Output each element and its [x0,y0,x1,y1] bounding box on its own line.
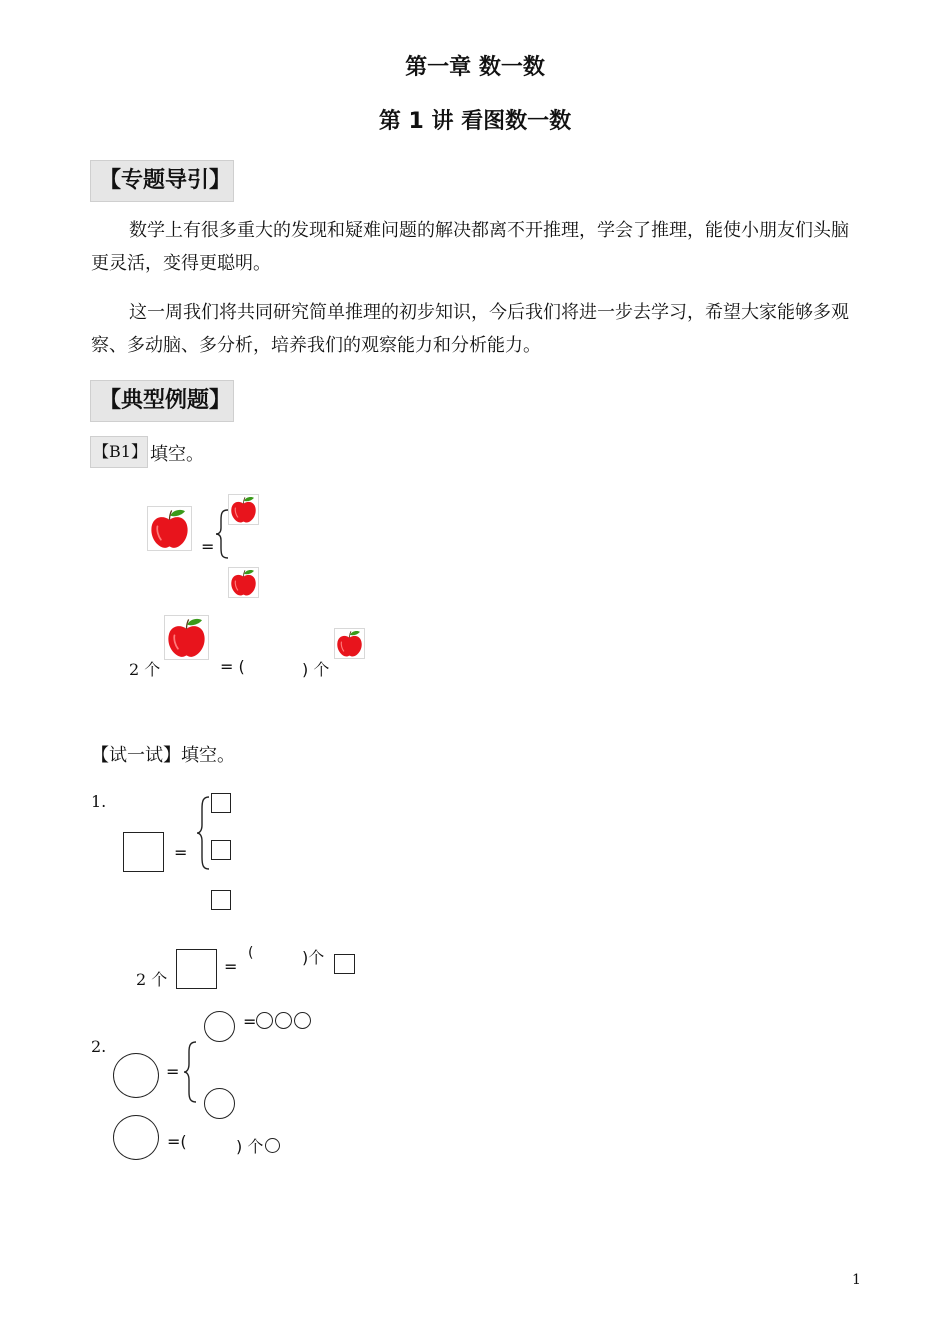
question-number: 1. [91,792,107,811]
try-it-heading: 【试一试】填空。 [91,745,235,766]
question-number: 2. [91,1037,107,1056]
equals-sign: = [201,537,215,556]
lesson-title: 第 1 讲 看图数一数 [378,109,572,134]
equals-sign: = [224,957,238,976]
example-instruction: 填空。 [150,444,204,465]
equals-paren-open: = ( [220,657,245,676]
square-shape [123,832,164,872]
paren-open: ( [248,945,254,961]
intro-heading: 【专题导引】 [90,160,234,202]
circle-shape [204,1088,235,1119]
count-prefix: 2 个 [136,970,168,989]
apple-icon [147,506,192,551]
example-tag: 【B1】 [90,436,148,468]
equals-sign: = [243,1012,257,1031]
paren-close-count: ) 个 [236,1137,264,1156]
circle-shape [275,1012,292,1029]
examples-heading: 【典型例题】 [90,380,234,422]
paren-close-count: )个 [302,948,325,967]
apple-icon [334,628,365,659]
left-brace [182,1040,198,1104]
circle-shape [294,1012,311,1029]
apple-icon [228,567,259,598]
square-shape [334,954,355,974]
intro-paragraph-2: 这一周我们将共同研究简单推理的初步知识，今后我们将进一步去学习，希望大家能够多观察、多动脑、多分析，培养我们的观察能力和分析能力。 [91,302,849,356]
equals-paren-open: =( [167,1132,187,1151]
square-shape [211,793,231,813]
count-prefix: 2 个 [129,660,161,679]
square-shape [211,890,231,910]
equals-sign: = [166,1062,180,1081]
circle-shape [113,1053,159,1098]
intro-paragraph-1: 数学上有很多重大的发现和疑难问题的解决都离不开推理，学会了推理，能使小朋友们头脑更灵活，变得更聪明。 [91,220,849,274]
square-shape [176,949,217,989]
circle-shape [265,1138,280,1153]
circle-shape [113,1115,159,1160]
circle-shape [256,1012,273,1029]
left-brace [195,795,211,871]
circle-shape [204,1011,235,1042]
page-number: 1 [852,1272,861,1288]
apple-icon [164,615,209,660]
paren-close-count: ) 个 [302,660,330,679]
apple-icon [228,494,259,525]
chapter-title: 第一章 数一数 [405,55,545,80]
square-shape [211,840,231,860]
equals-sign: = [174,843,188,862]
